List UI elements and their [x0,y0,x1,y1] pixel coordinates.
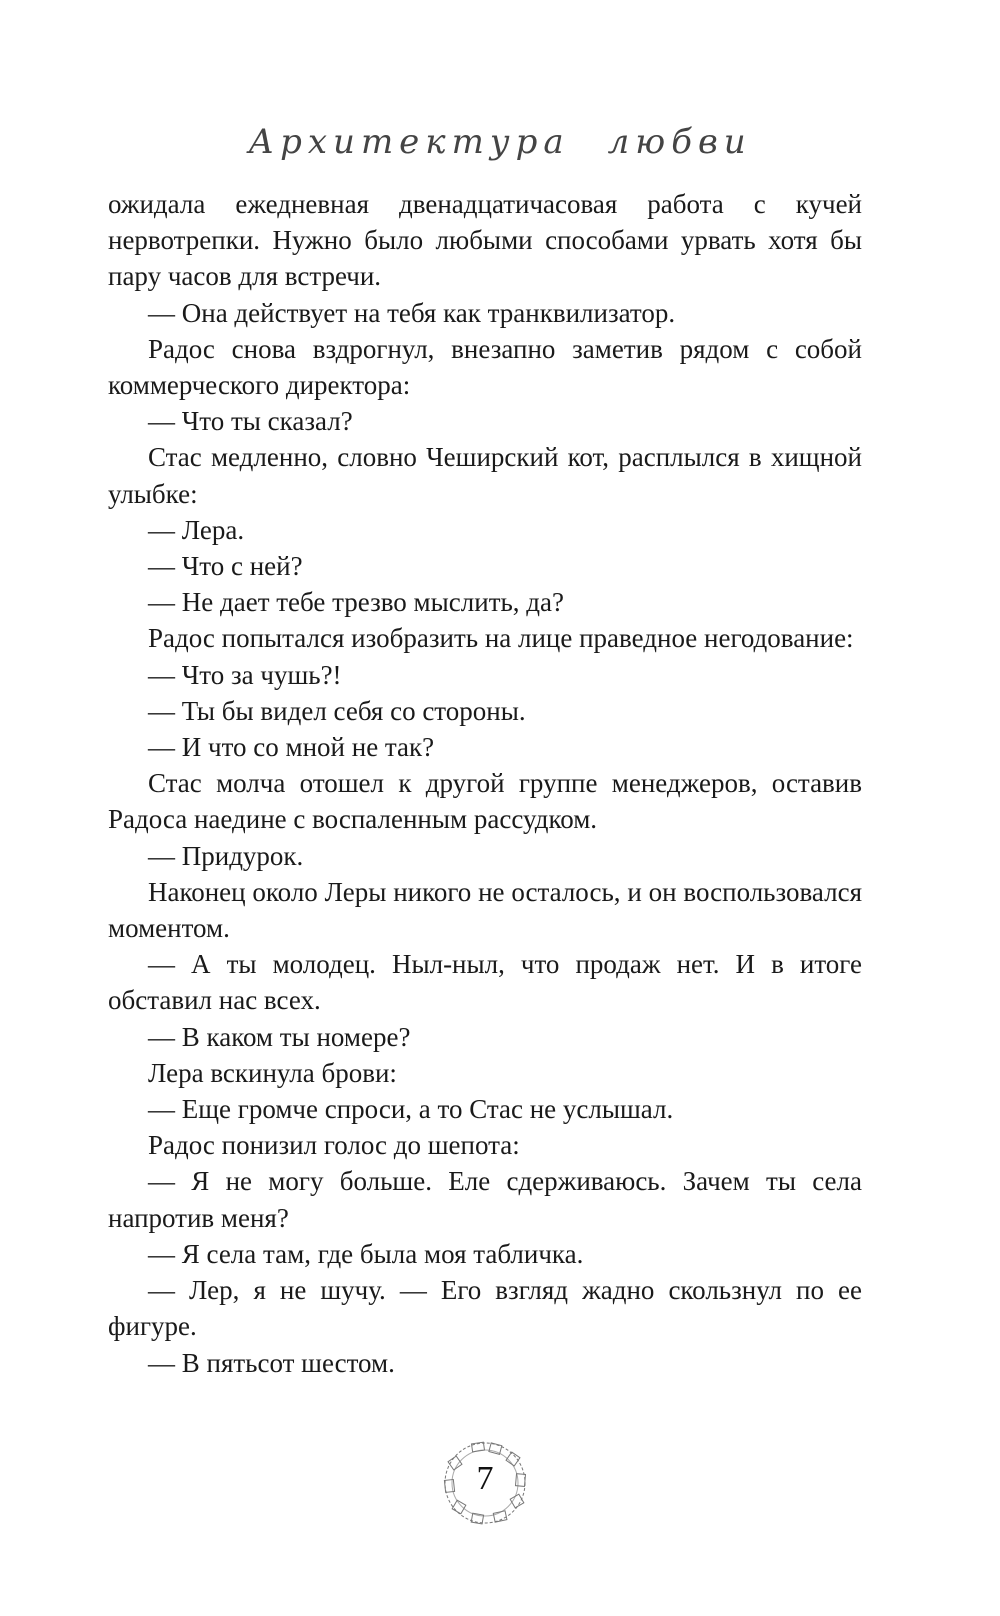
running-head-word-2: любви [607,122,752,162]
paragraph: — Еще громче спроси, а то Стас не услышал. [148,1094,674,1125]
paragraph: — А ты молодец. Ныл-ныл, что продаж нет. И в итоге обставил нас всех. [108,949,862,1016]
paragraph: ожидала ежедневная двенадцатичасовая работа с кучей нервотрепки. Нужно было любыми способами урвать хотя бы пару часов для встречи. [108,189,862,292]
paragraph: — Я не могу больше. Еле сдерживаюсь. Зачем ты села напротив меня? [108,1166,862,1233]
paragraph: Радос снова вздрогнул, внезапно заметив рядом с собой коммерческого директора: [108,333,862,401]
paragraph: Лера вскинула брови: [148,1057,397,1088]
paragraph: — Что за чушь?! [148,659,342,690]
paragraph: — Что ты сказал? [148,406,353,437]
paragraph: Стас молча отошел к другой группе менеджеров, оставив Радоса наедине с воспаленным рассудком. [108,768,862,835]
paragraph: Стас медленно, словно Чеширский кот, расплылся в хищной улыбке: [108,442,862,509]
paragraph: — Я села там, где была моя табличка. [148,1238,584,1269]
paragraph: — Она действует на тебя как транквилизатор. [148,297,676,328]
paragraph: Наконец около Леры никого не осталось, и он воспользовался моментом. [108,876,862,944]
paragraph: — Не дает тебе трезво мыслить, да? [148,587,565,618]
paragraph: — И что со мной не так? [148,732,435,763]
page-number-ornament [442,1440,528,1526]
paragraph: — Лера. [148,514,245,545]
paragraph: Радос понизил голос до шепота: [148,1130,520,1161]
running-head-word-1: Архитектура [248,122,570,162]
page-number: 7 [476,1460,494,1497]
paragraph: — Ты бы видел себя со стороны. [148,695,526,726]
paragraph: — Что с ней? [148,551,303,582]
paragraph: — В пятьсот шестом. [148,1347,395,1378]
running-head [0,122,1000,162]
paragraph: — Лер, я не шучу. — Его взгляд жадно скользнул по ее фигуре. [108,1275,862,1342]
paragraph: — Придурок. [148,840,304,871]
paragraph: Радос попытался изобразить на лице праведное негодование: [148,623,854,654]
paragraph: — В каком ты номере? [148,1021,411,1052]
body-text [108,186,862,1381]
